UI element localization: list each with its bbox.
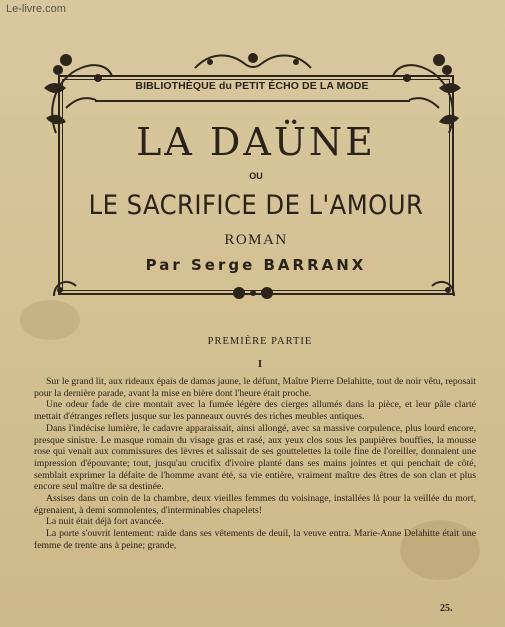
paragraph: La nuit était déjà fort avancée.: [46, 516, 164, 528]
corner-ornament-icon: [50, 276, 80, 300]
genre-label: ROMAN: [224, 232, 288, 248]
paragraph: Sur le grand lit, aux rideaux épais de damas jaune, le défunt, Maître Pierre Delahitte, tout de noir vêtu, reposait pour la dernière parade, avant la mise en bière dont l'heure était proche.: [34, 376, 476, 399]
paper-stain: [20, 300, 80, 340]
paragraph: Dans l'indécise lumière, le cadavre apparaissait, ainsi allongé, avec sa massive corpulence, plus lourd encore, presque sinistre. Le masque romain du visage gras et rasé, aux yeux clos sous les paupières bouffies, la mousse rose qui venait aux commissures des lèvres et salissait de ses gouttelettes la toile fine de l'oreiller, donnaient une impression d'épouvante; tout, jusqu'au crucifix d'ivoire planté dans ses mains jointes et qui penchait de côté, semblait exprimer la défaite de l'homme avant été, sa vie entière, vraiment maître des êtres de son clan et plus encore seul maître de sa destinée.: [34, 422, 476, 493]
book-subtitle: LE SACRIFICE DE L'AMOUR: [88, 190, 424, 221]
paragraph: La porte s'ouvrit lentement: raide dans ses vêtements de deuil, la veuve entra. Marie-Anne Delahitte était une femme de trente ans à peine; grande,: [34, 528, 476, 551]
collection-name: BIBLIOTHÈQUE du PETIT ÉCHO DE LA MODE: [135, 80, 369, 92]
header-rule: [95, 100, 410, 102]
top-scroll-ornament-icon: [190, 50, 316, 74]
author-line: Par Serge BARRANX: [145, 256, 367, 274]
book-title: LA DAÜNE: [136, 120, 376, 164]
watermark: Le-livre.com: [6, 3, 66, 15]
bottom-ornament-icon: [225, 284, 281, 302]
part-heading: PREMIÈRE PARTIE: [207, 336, 313, 347]
corner-ornament-icon: [428, 276, 458, 300]
paragraph: Une odeur fade de cire montait avec la fumée légère des cierges allumés dans la pièce, et leur pâle clarté mettait d'étranges reflets jusque sur les panneaux ouvrés des riches meubles antiques.: [34, 399, 476, 423]
paragraph: Assises dans un coin de la chambre, deux vieilles femmes du voisinage, installées là pour la veillée du mort, égrenaient, à demi somnolentes, d'interminables chapelets!: [34, 493, 476, 516]
title-conjunction: OU: [249, 171, 263, 181]
chapter-number: I: [257, 358, 263, 370]
body-text: [34, 376, 476, 552]
page-number: 25.: [440, 603, 453, 614]
